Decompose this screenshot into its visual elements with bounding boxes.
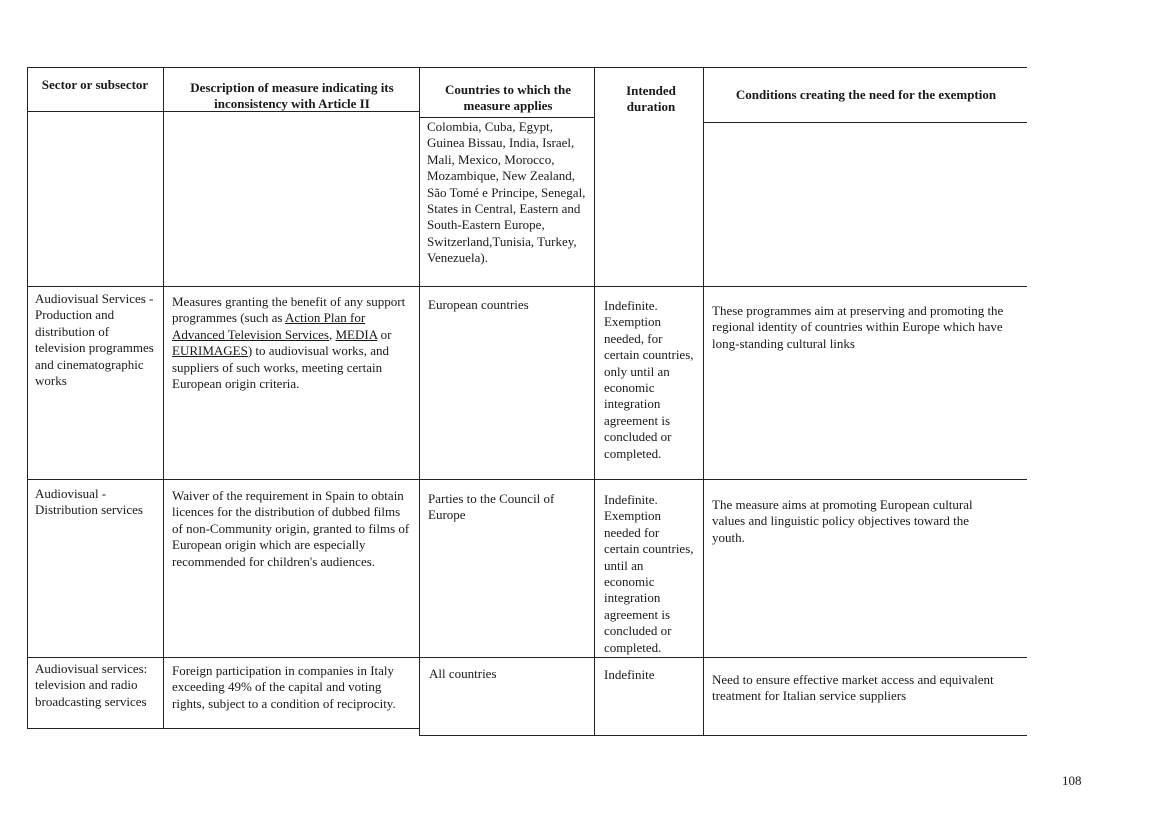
row1-description xyxy=(172,294,410,392)
header-conditions: Conditions creating the need for the exemption xyxy=(735,87,997,102)
table-rule xyxy=(419,735,1027,736)
table-rule xyxy=(703,122,1027,123)
row2-countries: Parties to the Council of Europe xyxy=(428,491,555,523)
table-rule xyxy=(27,657,1027,658)
page-number: 108 xyxy=(1062,773,1082,788)
row2-duration: Indefinite. Exemption needed for certain countries, until an economic integration agreement is concluded or completed. xyxy=(604,492,694,655)
row3-countries: All countries xyxy=(429,666,497,681)
row1-sector: Audiovisual Services - Production and distribution of television programmes and cinematographic works xyxy=(35,291,154,389)
table-rule xyxy=(419,117,594,118)
header-countries: Countries to which the measure applies xyxy=(444,82,572,114)
row2-conditions: The measure aims at promoting European cultural values and linguistic policy objectives toward the youth. xyxy=(712,497,973,545)
row1-conditions: These programmes aim at preserving and promoting the regional identity of countries within Europe which have long-standing cultural links xyxy=(712,303,1004,351)
table-rule xyxy=(27,286,1027,287)
table-rule xyxy=(27,728,419,729)
row2-sector: Audiovisual - Distribution services xyxy=(35,486,143,518)
media-link[interactable]: MEDIA xyxy=(335,326,378,342)
row3-description: Foreign participation in companies in Italy exceeding 49% of the capital and voting rights, subject to a condition of reciprocity. xyxy=(172,663,396,711)
action-plan-link[interactable]: Action Plan for Advanced Television Services xyxy=(172,310,366,342)
header-sector: Sector or subsector xyxy=(41,77,149,92)
row1-countries: European countries xyxy=(428,297,529,312)
row2-description: Waiver of the requirement in Spain to obtain licences for the distribution of dubbed films of non-Community origin, granted to films of European origin which are especially recommended for children's audiences. xyxy=(172,488,410,569)
row1-description-text: ) to audiovisual works, and suppliers of such works, meeting certain European origin criteria. xyxy=(172,343,390,392)
table-rule xyxy=(27,67,1027,68)
eurimages-link[interactable]: EURIMAGES xyxy=(172,343,248,359)
row1-duration: Indefinite. Exemption needed, for certain countries, only until an economic integration agreement is concluded or completed. xyxy=(604,298,694,461)
header-duration: Intended duration xyxy=(626,83,676,115)
table-rule xyxy=(419,67,420,736)
row3-sector: Audiovisual services: television and radio broadcasting services xyxy=(35,661,148,709)
table-rule xyxy=(594,67,595,736)
table-rule xyxy=(163,67,164,729)
exemptions-table xyxy=(27,67,1027,741)
row1-description-text: or xyxy=(377,326,392,342)
row1-description-text: , xyxy=(328,326,336,342)
table-rule xyxy=(27,479,1027,480)
header-description: Description of measure indicating its inconsistency with Article II xyxy=(190,80,394,112)
table-rule xyxy=(27,67,28,729)
row1-description-text: Measures granting the benefit of any support programmes (such as xyxy=(172,294,406,326)
row3-duration: Indefinite xyxy=(604,667,655,682)
row3-conditions: Need to ensure effective market access and equivalent treatment for Italian service suppliers xyxy=(712,672,994,704)
table-rule xyxy=(703,67,704,736)
row0-countries: Colombia, Cuba, Egypt, Guinea Bissau, India, Israel, Mali, Mexico, Morocco, Mozambique, New Zealand, São Tomé e Principe, Senegal, States in Central, Eastern and South-Eastern Europe, Switzerland,Tunisia, Turkey, Venezuela). xyxy=(427,119,586,266)
